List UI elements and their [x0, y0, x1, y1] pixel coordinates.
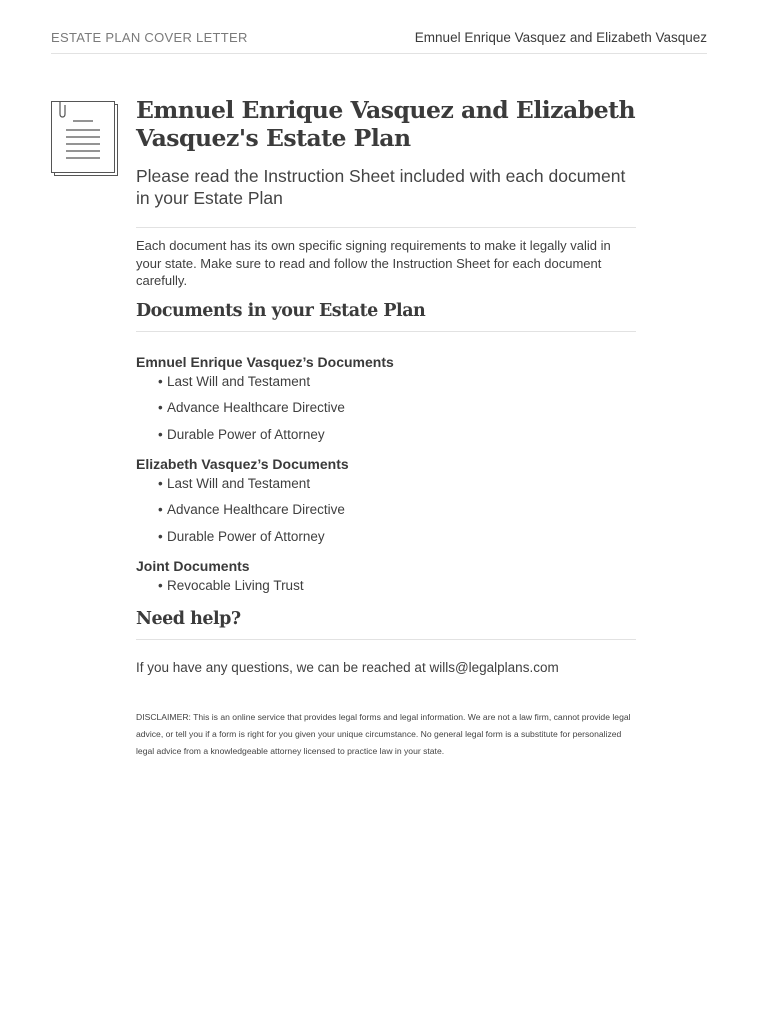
- documents-heading: Documents in your Estate Plan: [136, 300, 426, 321]
- document-name: Advance Healthcare Directive: [167, 400, 345, 415]
- cover-letter-body: [136, 96, 636, 760]
- header-document-type: ESTATE PLAN COVER LETTER: [51, 30, 248, 45]
- document-name: Durable Power of Attorney: [167, 528, 325, 544]
- divider: [136, 227, 636, 228]
- bullet: •: [158, 400, 163, 415]
- divider: [136, 639, 636, 640]
- disclaimer-text: DISCLAIMER: This is an online service that provides legal forms and legal information. We are not a law firm, cannot provide legal advice, or tell you if a form is right for you given your unique circumstance. No general legal form is a substitute for personalized legal advice from a knowledgeable attorney licensed to practice law in your state.: [136, 711, 631, 756]
- bullet: •: [158, 502, 163, 517]
- document-list-elizabeth: [158, 475, 636, 545]
- bullet: •: [158, 373, 163, 389]
- page-title: Emnuel Enrique Vasquez and Elizabeth Vasquez's Estate Plan: [136, 96, 636, 152]
- group-title-joint: Joint Documents: [136, 557, 250, 574]
- intro-paragraph: Each document has its own specific signing requirements to make it legally valid in your state. Make sure to read and follow the Instruction Sheet for each document carefully.: [136, 238, 611, 288]
- list-item: [158, 373, 636, 390]
- list-item: [158, 399, 636, 416]
- help-heading: Need help?: [136, 608, 241, 629]
- document-list-emnuel: [158, 373, 636, 443]
- document-name: Advance Healthcare Directive: [167, 502, 345, 517]
- list-item: [158, 528, 636, 545]
- document-name: Durable Power of Attorney: [167, 426, 325, 442]
- document-name: Last Will and Testament: [167, 373, 311, 389]
- bullet: •: [158, 426, 163, 442]
- document-name: Revocable Living Trust: [167, 577, 304, 593]
- document-name: Last Will and Testament: [167, 475, 311, 491]
- divider: [136, 331, 636, 332]
- page-header: [51, 28, 707, 54]
- bullet: •: [158, 528, 163, 544]
- list-item: [158, 475, 636, 492]
- bullet: •: [158, 475, 163, 491]
- group-title-elizabeth: Elizabeth Vasquez’s Documents: [136, 455, 349, 472]
- document-list-joint: [158, 577, 636, 594]
- page-subtitle: Please read the Instruction Sheet included with each document in your Estate Plan: [136, 166, 626, 208]
- group-title-emnuel: Emnuel Enrique Vasquez’s Documents: [136, 353, 394, 370]
- document-icon: [50, 100, 120, 178]
- bullet: •: [158, 577, 163, 593]
- list-item: [158, 577, 636, 594]
- contact-text: If you have any questions, we can be reached at wills@legalplans.com: [136, 659, 559, 675]
- list-item: [158, 426, 636, 443]
- list-item: [158, 501, 636, 518]
- header-client-names: Emnuel Enrique Vasquez and Elizabeth Vasquez: [414, 30, 707, 45]
